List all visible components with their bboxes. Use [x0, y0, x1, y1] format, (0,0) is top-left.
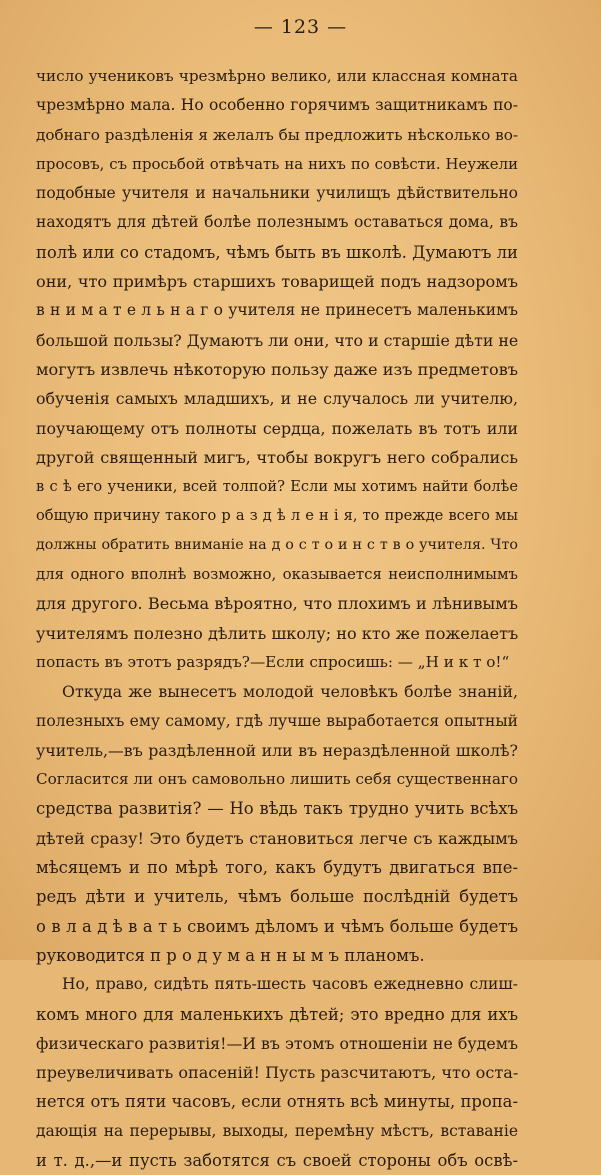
text-line: подобные учителя и начальники училищъ дѣйствительно — [36, 184, 518, 203]
text-line: общую причину такого р а з д ѣ л е н і я, то прежде всего мы — [36, 507, 518, 525]
text-line: для другого. Весьма вѣроятно, что плохимъ и лѣнивымъ — [36, 594, 518, 614]
text-line: в н и м а т е л ь н а г о учителя не принесетъ маленькимъ — [36, 301, 518, 320]
text-line: находятъ для дѣтей болѣе полезнымъ оставаться дома, въ — [36, 213, 518, 232]
text-line: другой священный мигъ, чтобы вокругъ него собрались — [36, 447, 518, 467]
text-line: должны обратить вниманіе на д о с т о и н с т в о учителя. Что — [36, 536, 518, 553]
text-line: просовъ, съ просьбой отвѣчать на нихъ по совѣсти. Неужели — [36, 154, 518, 173]
page-number: — 123 — — [253, 16, 348, 38]
text-line: о в л а д ѣ в а т ь своимъ дѣломъ и чѣмъ больше будетъ — [36, 916, 518, 936]
body-text — [36, 62, 518, 1175]
text-line: в с ѣ его ученики, всей толпой? Если мы хотимъ найти болѣе — [36, 478, 518, 496]
text-line: попасть въ этотъ разрядъ?—Если спросишь: — „Н и к т о!“ — [36, 652, 510, 671]
text-line: полезныхъ ему самому, гдѣ лучше выработается опытный — [36, 711, 518, 730]
text-line: для одного вполнѣ возможно, оказывается неисполнимымъ — [36, 565, 518, 584]
text-line: дающія на перерывы, выходы, перемѣну мѣстъ, вставаніе — [36, 1121, 518, 1140]
text-line: комъ много для маленькихъ дѣтей; это вредно для ихъ — [36, 1004, 518, 1024]
text-line: большой пользы? Думаютъ ли они, что и старшіе дѣти не — [36, 330, 518, 350]
text-line: мѣсяцемъ и по мѣрѣ того, какъ будутъ двигаться впе- — [36, 858, 518, 878]
text-line: поучающему отъ полноты сердца, пожелать въ тотъ или — [36, 418, 518, 438]
text-line: Согласится ли онъ самовольно лишить себя существеннаго — [36, 770, 518, 789]
text-line: Откуда же вынесетъ молодой человѣкъ болѣе знаній, — [62, 682, 518, 702]
text-line: руководится п р о д у м а н н ы м ъ планомъ. — [36, 945, 425, 965]
text-line: средства развитія? — Но вѣдь такъ трудно учить всѣхъ — [36, 799, 518, 819]
text-line: чрезмѣрно мала. Но особенно горячимъ защитникамъ по- — [36, 96, 518, 115]
text-line: и т. д.,—и пусть заботятся съ своей стороны объ освѣ- — [36, 1150, 518, 1170]
text-line: дѣтей сразу! Это будетъ становиться легче съ каждымъ — [36, 828, 518, 848]
text-line: учитель,—въ раздѣленной или въ нераздѣленной школѣ? — [36, 740, 518, 760]
text-line: преувеличивать опасеній! Пусть разсчитаютъ, что оста- — [36, 1063, 518, 1083]
text-line: полѣ или со стадомъ, чѣмъ быть въ школѣ. Думаютъ ли — [36, 242, 518, 262]
text-line: они, что примѣръ старшихъ товарищей подъ надзоромъ — [36, 272, 518, 292]
text-line: нется отъ пяти часовъ, если отнять всѣ минуты, пропа- — [36, 1092, 518, 1112]
text-line: число учениковъ чрезмѣрно велико, или классная комната — [36, 67, 518, 85]
text-line: редъ дѣти и учитель, чѣмъ больше послѣдній будетъ — [36, 887, 518, 907]
text-line: Но, право, сидѣть пять-шесть часовъ ежедневно слиш- — [62, 975, 518, 994]
text-line: добнаго раздѣленія я желалъ бы предложить нѣсколько во- — [36, 125, 518, 144]
text-line: учителямъ полезно дѣлить школу; но кто же пожелаетъ — [36, 623, 518, 643]
text-line: могутъ извлечь нѣкоторую пользу даже изъ предметовъ — [36, 359, 518, 379]
text-line: физическаго развитія!—И въ этомъ отношеніи не будемъ — [36, 1033, 518, 1053]
text-line: обученія самыхъ младшихъ, и не случалось ли учителю, — [36, 389, 518, 409]
